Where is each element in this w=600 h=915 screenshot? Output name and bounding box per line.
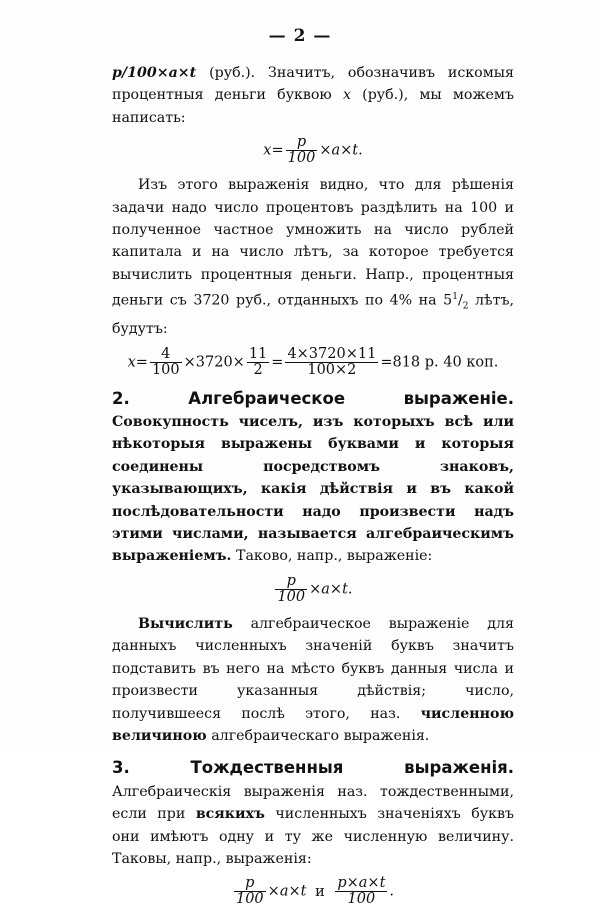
eq1-denominator: 100 (287, 150, 316, 167)
eq2-f1-numerator: 4 (150, 347, 182, 363)
eq3-denominator: 100 (277, 588, 306, 605)
eq1-lhs: x= (263, 142, 284, 159)
eq4-f2-numerator: p×a×t (337, 875, 386, 892)
eq2-fraction-3 (285, 347, 378, 378)
inline-formula: p/100×a×t (112, 65, 197, 81)
eq1-tail: ×a×t. (319, 142, 363, 159)
eq3-numerator: p (275, 574, 307, 590)
eq2-f2-numerator: 11 (248, 345, 268, 362)
eq3-fraction (275, 574, 307, 605)
intro-text: (руб.). Значитъ, обозначивъ искомыя процентныя деньги буквою (112, 65, 514, 104)
eq2-fraction-2 (247, 347, 269, 378)
evaluate-text-2: ; число, получившееся послѣ этого, наз. (112, 683, 514, 722)
fraction-denominator-small: 2 (462, 301, 469, 312)
eq4-f1-numerator: p (234, 876, 266, 892)
paragraph-evaluate (112, 613, 514, 747)
eq1-fraction (286, 135, 318, 166)
section-2-definition: Совокупность чиселъ, изъ которыхъ всѣ или нѣкоторыя выражены буквами и которыя соединены посредствомъ знаковъ, указывающихъ, какія дѣйствія и въ какой послѣдовательности надо произвести надъ этими числами, называется (112, 414, 514, 543)
eq2-equals: = (271, 354, 284, 371)
paragraph-intro (112, 62, 514, 129)
eq2-lhs: x= (127, 354, 148, 371)
equation-4 (112, 876, 514, 907)
eq2-f3-denominator: 100×2 (307, 361, 357, 378)
eq4-fraction-1 (234, 876, 266, 907)
page-number: — 2 — (268, 26, 332, 46)
eq4-f1-denominator: 100 (235, 891, 264, 908)
eq4-f2-denominator: 100 (347, 891, 376, 908)
intro-text-end: (руб.), мы можемъ написать: (112, 87, 514, 126)
eq4-mid: ×a×t (267, 883, 307, 900)
term-actions: дѣйствія (357, 683, 422, 700)
eq4-conjunction: и (315, 883, 325, 900)
section-3-heading: 3. Тождественныя выраженія. (112, 758, 514, 778)
explanation-text: Изъ этого выраженія видно, что для рѣшенія задачи надо число процентовъ раздѣлить на 100 и полученное частное умножить на число рублей капитала и на число лѣтъ, за которое требуется вычислить процентныя деньги. Напр., процентныя деньги съ 3720 руб., отданныхъ по 4% на 5 (112, 177, 514, 309)
section-3 (112, 757, 514, 870)
eq2-f3-numerator: 4×3720×11 (287, 345, 377, 362)
section-2-after: Таково, напр., выраженіе: (231, 548, 433, 565)
text-column (112, 62, 514, 915)
equation-3 (112, 574, 514, 605)
eq4-end: . (389, 883, 395, 900)
evaluate-text-3: алгебраическаго выраженія. (206, 727, 430, 744)
term-any: всякихъ (195, 806, 265, 823)
fraction-numerator-small: 1 (452, 292, 458, 303)
eq4-fraction-2 (335, 876, 387, 907)
eq2-mid: ×3720× (183, 354, 245, 371)
equation-1 (112, 135, 514, 166)
explanation-end: лѣтъ, будутъ: (112, 292, 514, 338)
eq1-numerator: p (286, 135, 318, 151)
term-numeric-value: численною величиною (112, 705, 514, 744)
variable-x: x (342, 87, 351, 104)
section-3-text-2: численныхъ значеніяхъ буквъ они имѣютъ одну и ту же численную величину. Таковы, напр., выраженія: (112, 806, 514, 867)
paragraph-explanation: Изъ этого выраженія видно, что для рѣшенія задачи надо число процентовъ раздѣлить на 100 и полученное частное умножить на число рублей капитала и на число лѣтъ, за которое требуется вычислить процентныя деньги. Напр., процентныя деньги съ 3720 руб., отданныхъ по 4% на $5^1/_2$ лѣтъ, будутъ: (112, 177, 514, 338)
section-2 (112, 388, 514, 568)
equation-2 (112, 347, 514, 378)
section-2-term: алгебраическимъ выраженіемъ. (112, 526, 514, 565)
evaluate-text-1: алгебраическое выраженіе для данныхъ численныхъ значеній буквъ значитъ подставить въ него на мѣсто буквъ данныя числа и произвести указанныя (112, 615, 514, 700)
eq2-fraction-1 (150, 347, 182, 378)
section-2-heading: 2. Алгебраическое выраженіе. (112, 388, 514, 408)
eq2-f2-denominator: 2 (253, 361, 263, 378)
term-calculate: Вычислить (138, 615, 233, 632)
eq2-f1-denominator: 100 (151, 361, 180, 378)
section-3-text-1: Алгебраическія выраженія наз. тождественными, если при (112, 783, 514, 823)
eq3-tail: ×a×t. (309, 581, 353, 598)
eq2-result: =818 р. 40 коп. (380, 354, 499, 371)
